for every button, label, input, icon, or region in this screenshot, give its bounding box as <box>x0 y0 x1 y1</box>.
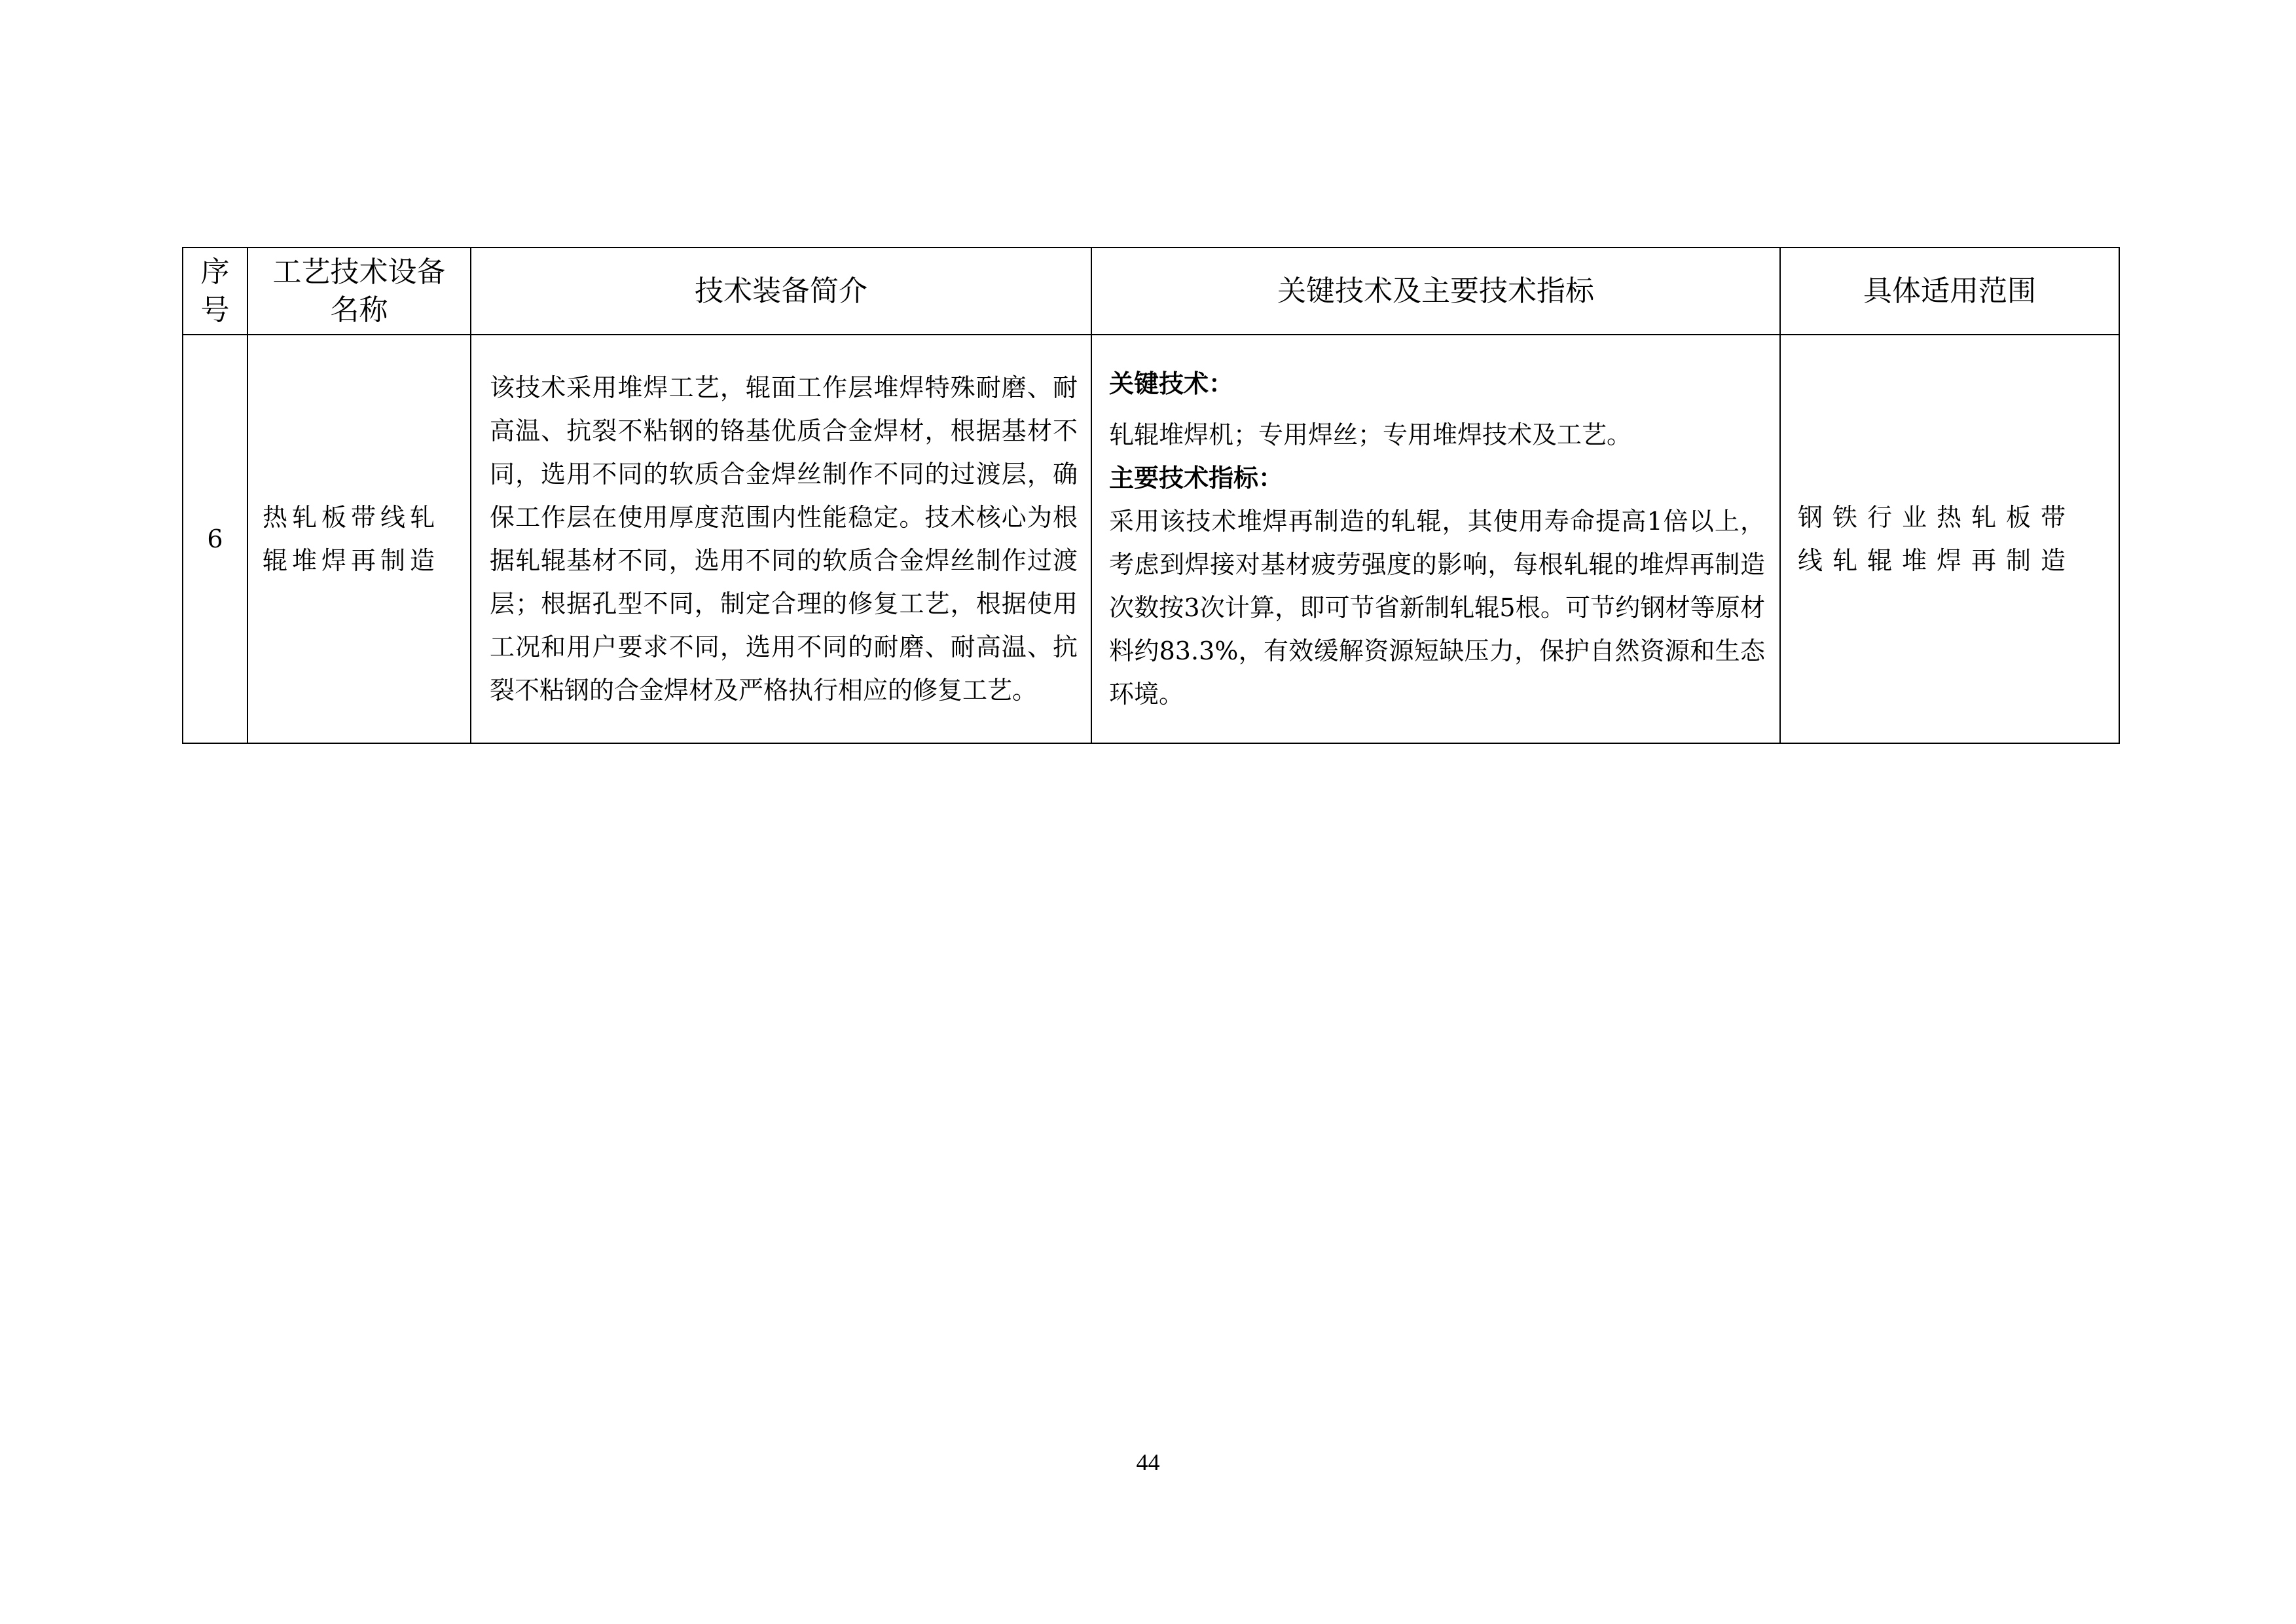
cell-seq: 6 <box>183 335 247 743</box>
header-intro: 技术装备简介 <box>471 248 1091 335</box>
header-seq: 序号 <box>183 248 247 335</box>
key-tech-text: 轧辊堆焊机；专用焊丝；专用堆焊技术及工艺。 <box>1109 420 1632 449</box>
key-tech-label: 关键技术： <box>1109 369 1234 398</box>
main-index-label: 主要技术指标： <box>1109 464 1284 492</box>
page-number: 44 <box>1136 1449 1160 1475</box>
cell-name: 热轧板带线轧辊堆焊再制造 <box>247 335 471 743</box>
cell-range: 钢铁行业热轧板带线轧辊堆焊再制造 <box>1780 335 2119 743</box>
cell-key-indicators <box>1091 335 1780 743</box>
main-index-text: 采用该技术堆焊再制造的轧辊，其使用寿命提高1倍以上，考虑到焊接对基材疲劳强度的影响，每根轧辊的堆焊再制造次数按3次计算，即可节省新制轧辊5根。可节约钢材等原材料约83.3%，有效缓解资源短缺压力，保护自然资源和生态环境。 <box>1109 507 1765 709</box>
cell-intro: 该技术采用堆焊工艺，辊面工作层堆焊特殊耐磨、耐高温、抗裂不粘钢的铬基优质合金焊材，根据基材不同，选用不同的软质合金焊丝制作不同的过渡层，确保工作层在使用厚度范围内性能稳定。技术核心为根据轧辊基材不同，选用不同的软质合金焊丝制作过渡层；根据孔型不同，制定合理的修复工艺，根据使用工况和用户要求不同，选用不同的耐磨、耐高温、抗裂不粘钢的合金焊材及严格执行相应的修复工艺。 <box>471 335 1091 743</box>
header-key: 关键技术及主要技术指标 <box>1091 248 1780 335</box>
header-name: 工艺技术设备名称 <box>247 248 471 335</box>
header-range: 具体适用范围 <box>1780 248 2119 335</box>
table-header-row <box>183 248 2119 335</box>
table-row <box>183 335 2119 743</box>
technology-table <box>182 247 2120 744</box>
